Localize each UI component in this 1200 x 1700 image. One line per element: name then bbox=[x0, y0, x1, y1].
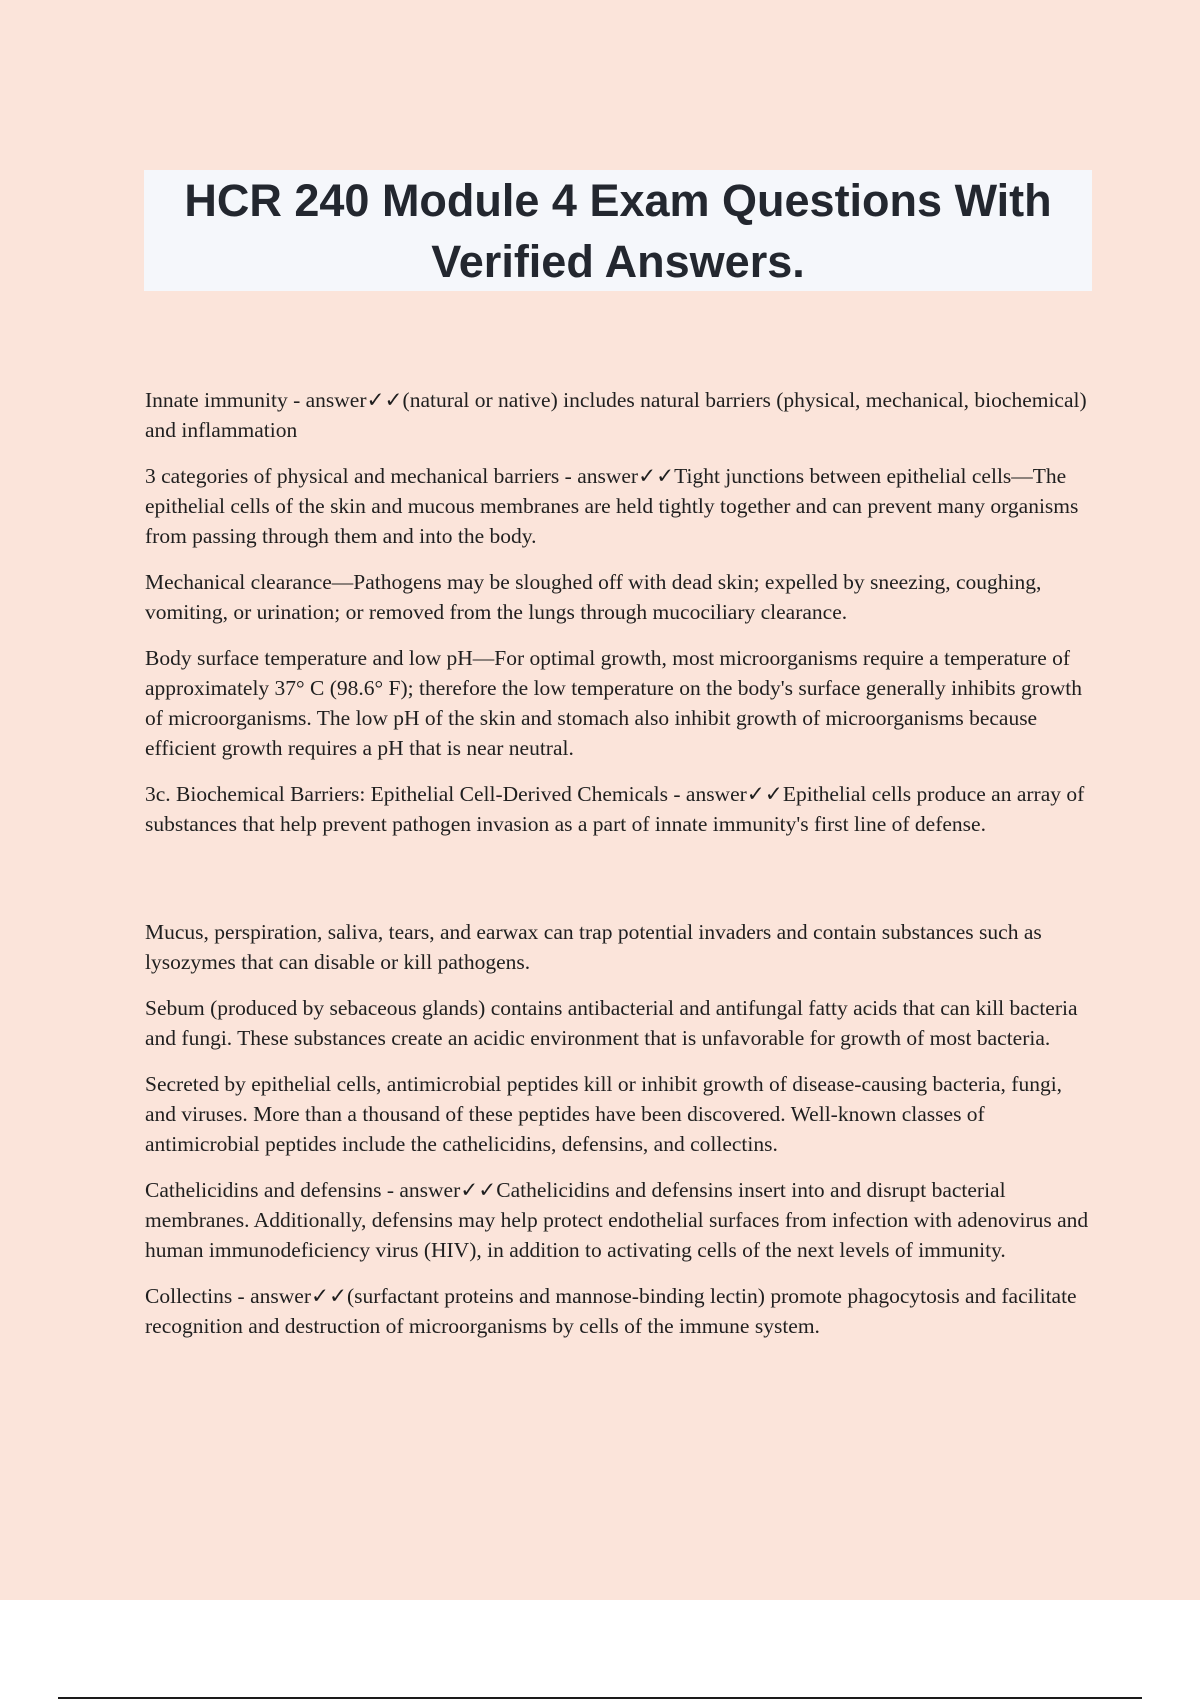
document-body bbox=[145, 385, 1090, 1357]
paragraph-cathelicidins-defensins: Cathelicidins and defensins - answer✓✓Cathelicidins and defensins insert into and disrupt bacterial membranes. Additionally, defensins may help protect endothelial surfaces from infection with adenovirus and human immunodeficiency virus (HIV), in addition to activating cells of the next levels of immunity. bbox=[145, 1178, 1089, 1262]
page-title: HCR 240 Module 4 Exam Questions With Verified Answers. bbox=[184, 174, 1052, 287]
title-banner bbox=[144, 170, 1092, 291]
paragraph-collectins: Collectins - answer✓✓(surfactant proteins and mannose-binding lectin) promote phagocytosis and facilitate recognition and destruction of microorganisms by cells of the immune system. bbox=[145, 1284, 1077, 1338]
paragraph-antimicrobial-peptides: Secreted by epithelial cells, antimicrobial peptides kill or inhibit growth of disease-causing bacteria, fungi, and viruses. More than a thousand of these peptides have been discovered. Well-known classes of antimicrobial peptides include the cathelicidins, defensins, and collectins. bbox=[145, 1072, 1063, 1156]
paragraph-mechanical-clearance: Mechanical clearance—Pathogens may be sloughed off with dead skin; expelled by sneezing, coughing, vomiting, or urination; or removed from the lungs through mucociliary clearance. bbox=[145, 570, 1042, 624]
paragraph-sebum: Sebum (produced by sebaceous glands) contains antibacterial and antifungal fatty acids that can kill bacteria and fungi. These substances create an acidic environment that is unfavorable for growth of most bacteria. bbox=[145, 996, 1078, 1050]
paragraph-temperature-ph: Body surface temperature and low pH—For optimal growth, most microorganisms require a temperature of approximately 37° C (98.6° F); therefore the low temperature on the body's surface generally inhibits growth of microorganisms. The low pH of the skin and stomach also inhibit growth of microorganisms because efficient growth requires a pH that is near neutral. bbox=[145, 646, 1082, 760]
paragraph-biochemical-barriers: 3c. Biochemical Barriers: Epithelial Cell-Derived Chemicals - answer✓✓Epithelial cells produce an array of substances that help prevent pathogen invasion as a part of innate immunity's first line of defense. bbox=[145, 782, 1085, 836]
footer-divider bbox=[58, 1697, 1142, 1699]
paragraph-innate-immunity: Innate immunity - answer✓✓(natural or native) includes natural barriers (physical, mechanical, biochemical) and inflammation bbox=[145, 388, 1087, 442]
paragraph-mucus: Mucus, perspiration, saliva, tears, and earwax can trap potential invaders and contain substances such as lysozymes that can disable or kill pathogens. bbox=[145, 920, 1042, 974]
paragraph-physical-barriers: 3 categories of physical and mechanical barriers - answer✓✓Tight junctions between epithelial cells—The epithelial cells of the skin and mucous membranes are held tightly together and can prevent many organisms from passing through them and into the body. bbox=[145, 464, 1079, 548]
